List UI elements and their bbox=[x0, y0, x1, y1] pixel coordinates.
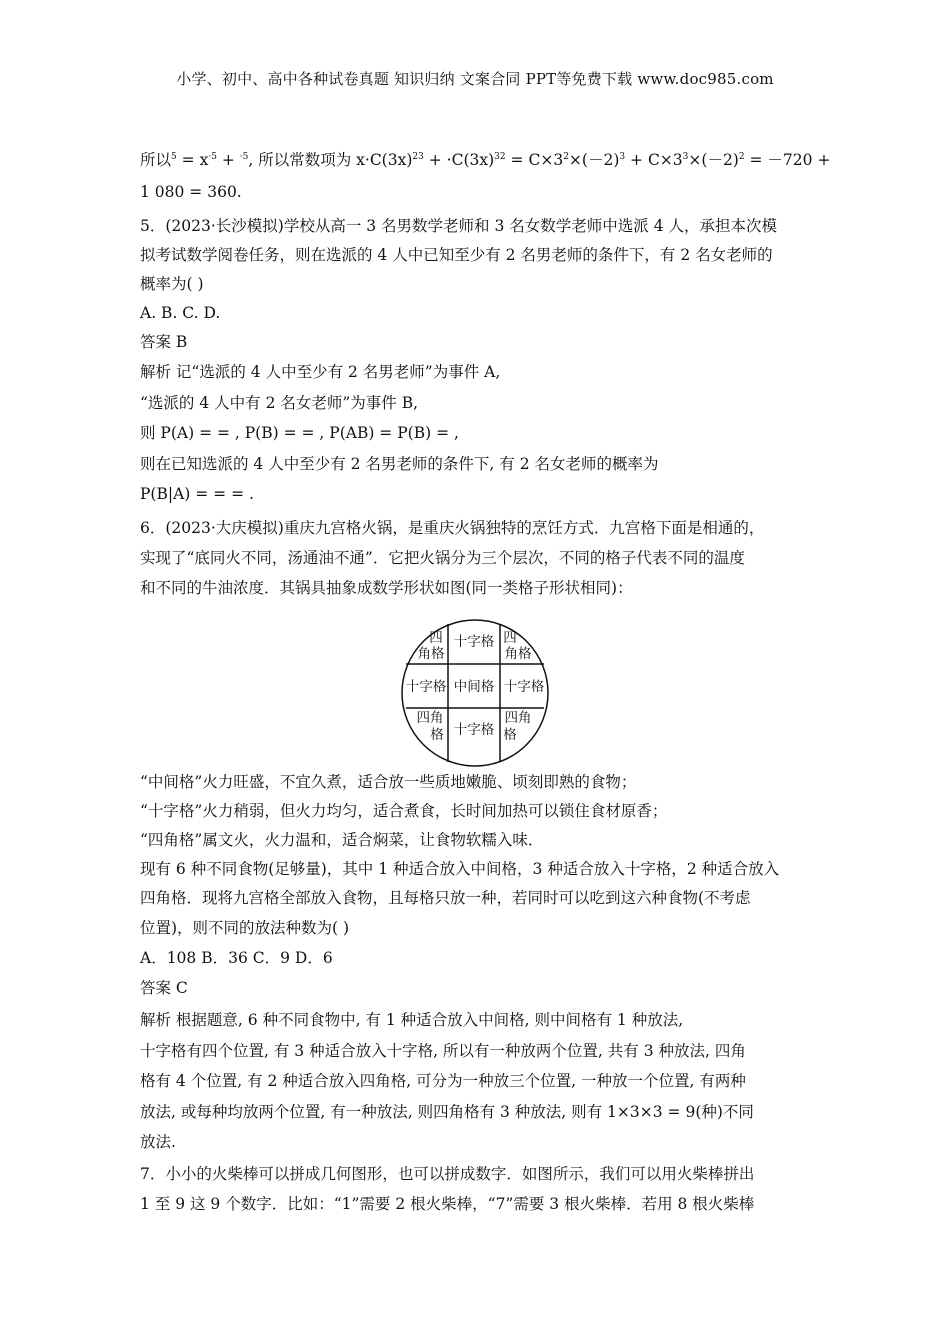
q7-stem-line-2: 1 至 9 这 9 个数字．比如：“1”需要 2 根火柴棒，“7”需要 3 根火柴棒．若用 8 根火柴棒 bbox=[140, 1195, 755, 1213]
text-run: ×(－2) bbox=[568, 151, 620, 169]
cell-top-right-line-1: 四 bbox=[503, 630, 517, 646]
q5-analysis-line-5: P(B|A) = = = . bbox=[140, 485, 254, 503]
cell-center: 中间格 bbox=[453, 679, 495, 695]
q4-solution-line-1 bbox=[140, 150, 830, 170]
q5-analysis-line-2: “选派的 4 人中有 2 名女老师”为事件 B, bbox=[140, 394, 419, 412]
cell-bottom-right-line-1: 四角 bbox=[504, 710, 532, 726]
cell-top-left-line-2: 角格 bbox=[417, 646, 445, 662]
q5-stem-line-3: 概率为( ) bbox=[140, 275, 204, 293]
q6-analysis-line-5: 放法. bbox=[140, 1133, 176, 1151]
q5-analysis-line-1: 解析 记“选派的 4 人中至少有 2 名男老师”为事件 A, bbox=[140, 363, 501, 381]
q7-stem-line-1: 7．小小的火柴棒可以拼成几何图形，也可以拼成数字．如图所示，我们可以用火柴棒拼出 bbox=[140, 1165, 755, 1183]
cell-top-right-line-2: 角格 bbox=[504, 646, 532, 662]
cell-right: 十字格 bbox=[503, 679, 545, 695]
text-run: + ·C(3x) bbox=[423, 151, 495, 169]
text-run: 所以 bbox=[140, 151, 172, 169]
cell-bottom-right-line-2: 格 bbox=[503, 727, 517, 743]
superscript: 5 bbox=[171, 152, 177, 162]
superscript: 3 bbox=[619, 152, 626, 162]
text-run: + C×3 bbox=[625, 151, 683, 169]
text-run: + bbox=[216, 151, 240, 169]
q6-analysis-line-2: 十字格有四个位置, 有 3 种适合放入十字格, 所以有一种放两个位置, 共有 3 种放法, 四角 bbox=[140, 1042, 746, 1060]
q6-problem-line-1: 现有 6 种不同食物(足够量)，其中 1 种适合放入中间格，3 种适合放入十字格，2 种适合放入 bbox=[140, 860, 780, 878]
text-run: , 所以常数项为 x·C(3x) bbox=[248, 151, 413, 169]
superscript: 2 bbox=[563, 152, 569, 162]
q4-solution-line-2: 1 080 = 360. bbox=[140, 183, 242, 201]
cell-bottom-left-line-2: 格 bbox=[430, 727, 444, 743]
hotpot-grid-diagram bbox=[400, 618, 550, 768]
q6-stem-line-2: 实现了“底同火不同，汤通油不通”．它把火锅分为三个层次，不同的格子代表不同的温度 bbox=[140, 549, 745, 567]
q5-stem-line-1: 5．(2023·长沙模拟)学校从高一 3 名男数学老师和 3 名女数学老师中选派 4 人，承担本次模 bbox=[140, 217, 777, 235]
cell-bottom: 十字格 bbox=[453, 722, 495, 738]
q6-options: A．108 B．36 C．9 D．6 bbox=[140, 949, 333, 967]
superscript: 3 bbox=[682, 152, 689, 162]
superscript: 32 bbox=[494, 152, 506, 162]
cell-top-left-line-1: 四 bbox=[429, 630, 443, 646]
q6-analysis-line-1: 解析 根据题意, 6 种不同食物中, 有 1 种适合放入中间格, 则中间格有 1 种放法, bbox=[140, 1011, 684, 1029]
superscript: 2 bbox=[738, 152, 745, 162]
cell-left: 十字格 bbox=[405, 679, 447, 695]
q6-problem-line-2: 四角格．现将九宫格全部放入食物，且每格只放一种，若同时可以吃到这六种食物(不考虑 bbox=[140, 889, 751, 907]
q6-desc-line-3: “四角格”属文火，火力温和，适合焖菜，让食物软糯入味． bbox=[140, 831, 544, 849]
cell-bottom-left-line-1: 四角 bbox=[416, 710, 444, 726]
superscript: 23 bbox=[412, 152, 424, 162]
q6-desc-line-1: “中间格”火力旺盛，不宜久煮，适合放一些质地嫩脆、顷刻即熟的食物； bbox=[140, 773, 637, 791]
text-run: = C×3 bbox=[505, 151, 564, 169]
q6-problem-line-3: 位置)，则不同的放法种数为( ) bbox=[140, 919, 350, 937]
q5-analysis-line-3: 则 P(A) = = , P(B) = = , P(AB) = P(B) = , bbox=[140, 424, 459, 442]
page-header: 小学、初中、高中各种试卷真题 知识归纳 文案合同 PPT等免费下载 www.doc985.com bbox=[176, 70, 774, 88]
q6-stem-line-3: 和不同的牛油浓度．其锅具抽象成数学形状如图(同一类格子形状相同)： bbox=[140, 579, 633, 597]
superscript: ·5 bbox=[208, 152, 217, 162]
text-run: = －720 + bbox=[744, 151, 831, 169]
q6-analysis-line-3: 格有 4 个位置, 有 2 种适合放入四角格, 可分为一种放三个位置, 一种放一个位置, 有两种 bbox=[140, 1072, 746, 1090]
q6-answer: 答案 C bbox=[140, 979, 188, 997]
text-run: = x bbox=[176, 151, 209, 169]
cell-top: 十字格 bbox=[453, 634, 495, 650]
q5-answer: 答案 B bbox=[140, 333, 188, 351]
q5-stem-line-2: 拟考试数学阅卷任务，则在选派的 4 人中已知至少有 2 名男老师的条件下，有 2 名女老师的 bbox=[140, 246, 773, 264]
q6-desc-line-2: “十字格”火力稍弱，但火力均匀，适合煮食，长时间加热可以锁住食材原香； bbox=[140, 802, 668, 820]
q6-analysis-line-4: 放法, 或每种均放两个位置, 有一种放法, 则四角格有 3 种放法, 则有 1×3×3 = 9(种)不同 bbox=[140, 1103, 754, 1121]
q5-analysis-line-4: 则在已知选派的 4 人中至少有 2 名男老师的条件下, 有 2 名女老师的概率为 bbox=[140, 455, 659, 473]
text-run: ×(－2) bbox=[688, 151, 739, 169]
superscript: ·5 bbox=[239, 152, 249, 162]
q6-stem-line-1: 6．(2023·大庆模拟)重庆九宫格火锅，是重庆火锅独特的烹饪方式．九宫格下面是相通的， bbox=[140, 519, 765, 537]
q5-options: A. B. C. D. bbox=[140, 304, 221, 322]
